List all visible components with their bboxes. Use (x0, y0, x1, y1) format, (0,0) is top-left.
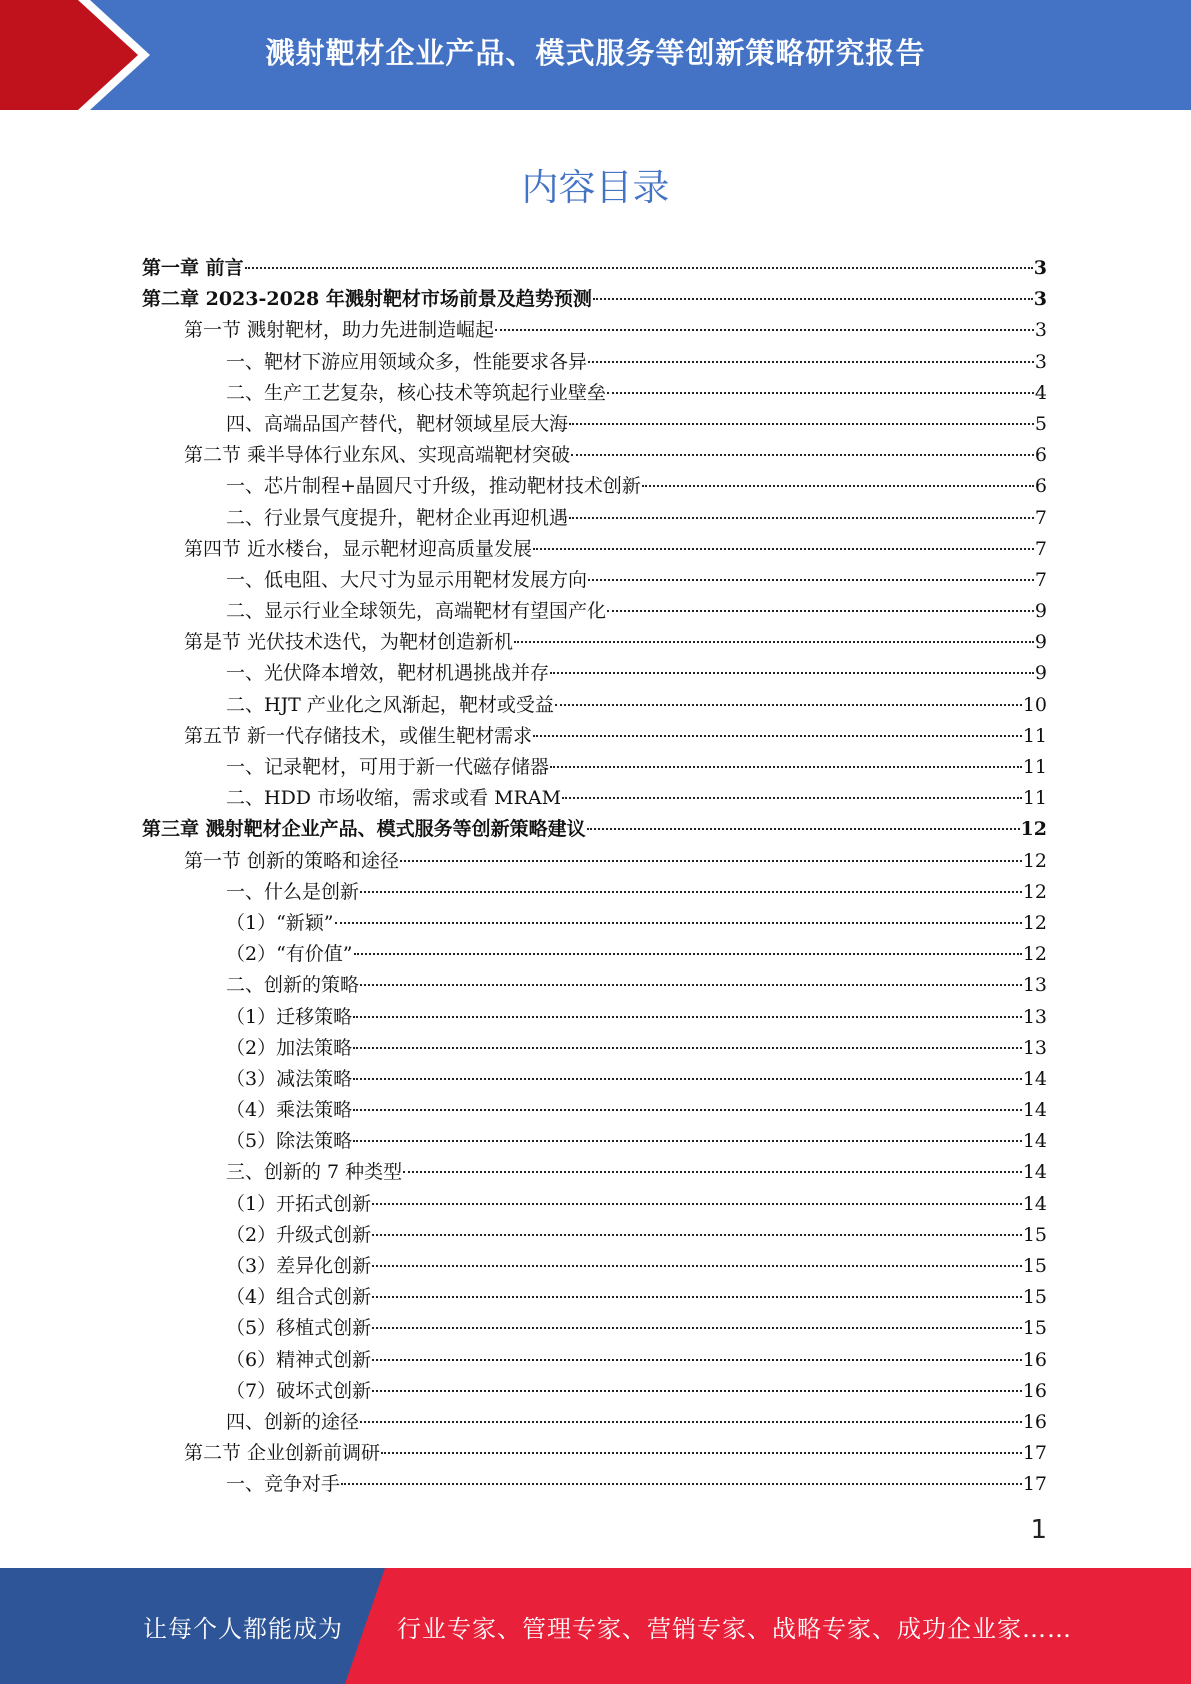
toc-entry-label: 四、创新的途径 (226, 1410, 360, 1433)
toc-entry[interactable] (142, 347, 1047, 378)
toc-leader-dots (360, 1421, 1022, 1423)
toc-entry-label: 第一章 前言 (142, 257, 244, 279)
toc-entry-page: 12 (1022, 943, 1047, 966)
toc-entry-label: （6）精神式创新 (226, 1348, 372, 1371)
toc-leader-dots (569, 423, 1034, 425)
toc-entry-label: 二、HDD 市场收缩，需求或看 MRAM (226, 787, 562, 810)
toc-entry[interactable] (142, 1002, 1047, 1033)
toc-entry[interactable] (142, 284, 1047, 315)
toc-entry-label: 一、光伏降本增效，靶材机遇挑战并存 (226, 662, 550, 685)
table-of-contents (142, 253, 1047, 1501)
toc-entry[interactable] (142, 565, 1047, 596)
toc-entry[interactable] (142, 503, 1047, 534)
toc-leader-dots (607, 392, 1034, 394)
toc-entry-page: 16 (1022, 1410, 1047, 1433)
toc-entry-label: 第二章 2023-2028 年溅射靶材市场前景及趋势预测 (142, 288, 592, 311)
toc-entry-label: （1）迁移策略 (226, 1005, 353, 1028)
toc-entry-page: 16 (1022, 1348, 1047, 1371)
toc-entry-page: 9 (1034, 600, 1047, 623)
toc-leader-dots (372, 1265, 1022, 1267)
toc-entry[interactable] (142, 1376, 1047, 1407)
toc-entry-page: 14 (1022, 1130, 1047, 1153)
toc-entry-page: 11 (1022, 787, 1047, 810)
toc-leader-dots (607, 610, 1034, 612)
toc-entry-label: 第一节 溅射靶材，助力先进制造崛起 (184, 319, 495, 342)
toc-entry-page: 15 (1022, 1223, 1047, 1246)
toc-entry[interactable] (142, 253, 1047, 284)
toc-entry[interactable] (142, 1064, 1047, 1095)
toc-leader-dots (360, 891, 1022, 893)
toc-entry-page: 11 (1022, 756, 1047, 778)
toc-entry-label: 一、靶材下游应用领域众多，性能要求各异 (226, 350, 588, 373)
toc-entry-page: 15 (1022, 1286, 1047, 1309)
toc-entry[interactable] (142, 877, 1047, 908)
toc-entry-page: 15 (1022, 1317, 1047, 1340)
footer-slogan-right: 行业专家、管理专家、营销专家、战略专家、成功企业家…… (397, 1614, 1072, 1643)
toc-leader-dots (593, 298, 1033, 300)
toc-entry-label: 一、芯片制程+晶圆尺寸升级，推动靶材技术创新 (226, 475, 641, 498)
toc-entry[interactable] (142, 1438, 1047, 1469)
toc-entry[interactable] (142, 970, 1047, 1001)
toc-entry-page: 12 (1022, 911, 1047, 934)
toc-entry[interactable] (142, 1469, 1047, 1500)
toc-leader-dots (550, 672, 1034, 674)
toc-entry[interactable] (142, 1189, 1047, 1220)
toc-leader-dots (403, 1171, 1022, 1173)
toc-entry[interactable] (142, 1095, 1047, 1126)
toc-entry-page: 14 (1022, 1192, 1047, 1215)
toc-entry[interactable] (142, 658, 1047, 689)
toc-leader-dots (533, 735, 1022, 737)
toc-leader-dots (245, 267, 1033, 269)
toc-entry-label: 一、竞争对手 (226, 1473, 341, 1496)
toc-entry-label: 第二节 乘半导体行业东风、实现高端靶材突破 (184, 444, 571, 467)
toc-entry-label: 二、创新的策略 (226, 974, 360, 997)
toc-leader-dots (360, 984, 1022, 986)
toc-entry[interactable] (142, 939, 1047, 970)
toc-entry-label: （3）减法策略 (226, 1067, 353, 1090)
toc-entry[interactable] (142, 1345, 1047, 1376)
toc-entry-label: 四、高端品国产替代，靶材领域星辰大海 (226, 412, 569, 435)
toc-leader-dots (642, 485, 1034, 487)
toc-entry-page: 7 (1034, 537, 1047, 560)
toc-entry-page: 7 (1034, 506, 1047, 529)
toc-entry[interactable] (142, 440, 1047, 471)
toc-entry[interactable] (142, 1157, 1047, 1188)
toc-entry-label: （2）升级式创新 (226, 1223, 372, 1246)
toc-leader-dots (555, 704, 1022, 706)
toc-entry-page: 6 (1034, 475, 1047, 498)
toc-entry-label: 第四节 近水楼台，显示靶材迎高质量发展 (184, 537, 533, 560)
toc-entry[interactable] (142, 1313, 1047, 1344)
toc-entry[interactable] (142, 471, 1047, 502)
toc-leader-dots (353, 1078, 1022, 1080)
toc-entry-page: 6 (1034, 444, 1047, 467)
toc-entry-label: 二、显示行业全球领先，高端靶材有望国产化 (226, 600, 607, 623)
toc-entry-page: 3 (1034, 319, 1047, 342)
toc-entry-page: 16 (1022, 1379, 1047, 1402)
toc-entry-page: 10 (1022, 693, 1047, 716)
toc-entry-page: 15 (1022, 1255, 1047, 1277)
toc-entry-label: 二、行业景气度提升，靶材企业再迎机遇 (226, 506, 569, 529)
toc-entry-label: （1）“新颖” (226, 911, 334, 934)
toc-leader-dots (514, 641, 1034, 643)
toc-entry-label: （7）破坏式创新 (226, 1379, 372, 1402)
toc-entry[interactable] (142, 908, 1047, 939)
toc-leader-dots (562, 797, 1022, 799)
toc-leader-dots (550, 766, 1022, 768)
header-banner (0, 0, 1191, 110)
toc-entry-label: 第三章 溅射靶材企业产品、模式服务等创新策略建议 (142, 818, 586, 841)
toc-entry[interactable] (142, 1126, 1047, 1157)
toc-leader-dots (495, 329, 1034, 331)
toc-entry-page: 14 (1022, 1099, 1047, 1122)
toc-leader-dots (571, 454, 1034, 456)
toc-entry-page: 11 (1022, 724, 1047, 747)
toc-entry[interactable] (142, 627, 1047, 658)
toc-entry-page: 4 (1034, 381, 1047, 404)
toc-entry[interactable] (142, 315, 1047, 346)
toc-entry-page: 12 (1022, 880, 1047, 903)
toc-entry-page: 9 (1034, 662, 1047, 685)
toc-entry[interactable] (142, 846, 1047, 877)
toc-entry[interactable] (142, 1282, 1047, 1313)
toc-leader-dots (569, 517, 1034, 519)
toc-entry[interactable] (142, 1033, 1047, 1064)
toc-entry-page: 3 (1033, 257, 1047, 279)
report-title: 溅射靶材企业产品、模式服务等创新策略研究报告 (265, 35, 926, 70)
toc-entry-page: 5 (1034, 412, 1047, 435)
toc-entry-page: 3 (1034, 350, 1047, 373)
toc-entry-label: 一、什么是创新 (226, 880, 360, 903)
toc-leader-dots (588, 361, 1034, 363)
toc-entry-page: 14 (1022, 1161, 1047, 1184)
toc-leader-dots (588, 579, 1034, 581)
toc-entry[interactable] (142, 814, 1047, 845)
toc-entry-label: 一、低电阻、大尺寸为显示用靶材发展方向 (226, 568, 588, 591)
toc-entry-page: 9 (1034, 631, 1047, 654)
toc-entry-label: 第五节 新一代存储技术，或催生靶材需求 (184, 724, 533, 747)
toc-leader-dots (353, 1109, 1022, 1111)
toc-leader-dots (381, 1452, 1022, 1454)
toc-leader-dots (354, 953, 1022, 955)
toc-entry-label: （5）移植式创新 (226, 1317, 372, 1340)
toc-entry-label: 第二节 企业创新前调研 (184, 1442, 381, 1465)
toc-entry[interactable] (142, 534, 1047, 565)
toc-entry-page: 13 (1022, 1036, 1047, 1059)
footer-slogan-left: 让每个人都能成为 (143, 1614, 343, 1643)
toc-leader-dots (341, 1483, 1022, 1485)
toc-leader-dots (372, 1390, 1022, 1392)
toc-entry-label: （2）“有价值” (226, 943, 353, 966)
toc-entry-page: 13 (1022, 1005, 1047, 1028)
toc-entry-page: 7 (1034, 568, 1047, 591)
toc-entry[interactable] (142, 409, 1047, 440)
toc-entry[interactable] (142, 721, 1047, 752)
toc-entry-page: 14 (1022, 1067, 1047, 1090)
toc-entry[interactable] (142, 752, 1047, 783)
toc-entry-label: （4）组合式创新 (226, 1286, 372, 1309)
toc-entry-page: 12 (1022, 849, 1047, 872)
toc-leader-dots (372, 1327, 1022, 1329)
toc-entry-label: （3）差异化创新 (226, 1255, 372, 1277)
toc-leader-dots (400, 860, 1022, 862)
toc-heading: 内容目录 (521, 166, 670, 209)
toc-entry-label: 第一节 创新的策略和途径 (184, 849, 400, 872)
toc-entry[interactable] (142, 596, 1047, 627)
toc-entry[interactable] (142, 1220, 1047, 1251)
toc-leader-dots (353, 1016, 1022, 1018)
toc-entry[interactable] (142, 690, 1047, 721)
toc-leader-dots (353, 1047, 1022, 1049)
toc-entry-label: 二、生产工艺复杂，核心技术等筑起行业壁垒 (226, 381, 607, 404)
toc-entry-label: （4）乘法策略 (226, 1099, 353, 1122)
toc-entry-page: 17 (1022, 1473, 1047, 1496)
toc-leader-dots (372, 1296, 1022, 1298)
toc-entry-label: （5）除法策略 (226, 1130, 353, 1153)
toc-leader-dots (335, 922, 1022, 924)
toc-entry-page: 17 (1022, 1442, 1047, 1465)
toc-entry[interactable] (142, 1251, 1047, 1282)
toc-entry-label: 一、记录靶材，可用于新一代磁存储器 (226, 756, 550, 778)
footer-banner (0, 1568, 1191, 1684)
toc-leader-dots (533, 548, 1034, 550)
toc-entry[interactable] (142, 378, 1047, 409)
toc-entry-label: （2）加法策略 (226, 1036, 353, 1059)
toc-entry[interactable] (142, 1407, 1047, 1438)
toc-leader-dots (372, 1234, 1022, 1236)
toc-entry-label: （1）开拓式创新 (226, 1192, 372, 1215)
toc-entry-page: 12 (1020, 818, 1047, 841)
toc-leader-dots (353, 1140, 1022, 1142)
toc-entry-label: 第是节 光伏技术迭代，为靶材创造新机 (184, 631, 514, 654)
toc-leader-dots (372, 1359, 1022, 1361)
toc-entry-page: 3 (1033, 288, 1047, 311)
toc-entry[interactable] (142, 783, 1047, 814)
toc-entry-label: 三、创新的 7 种类型 (226, 1161, 403, 1184)
toc-leader-dots (372, 1203, 1022, 1205)
toc-leader-dots (587, 828, 1020, 830)
page-number: 1 (1030, 1515, 1047, 1545)
toc-entry-label: 二、HJT 产业化之风渐起，靶材或受益 (226, 693, 554, 716)
toc-entry-page: 13 (1022, 974, 1047, 997)
